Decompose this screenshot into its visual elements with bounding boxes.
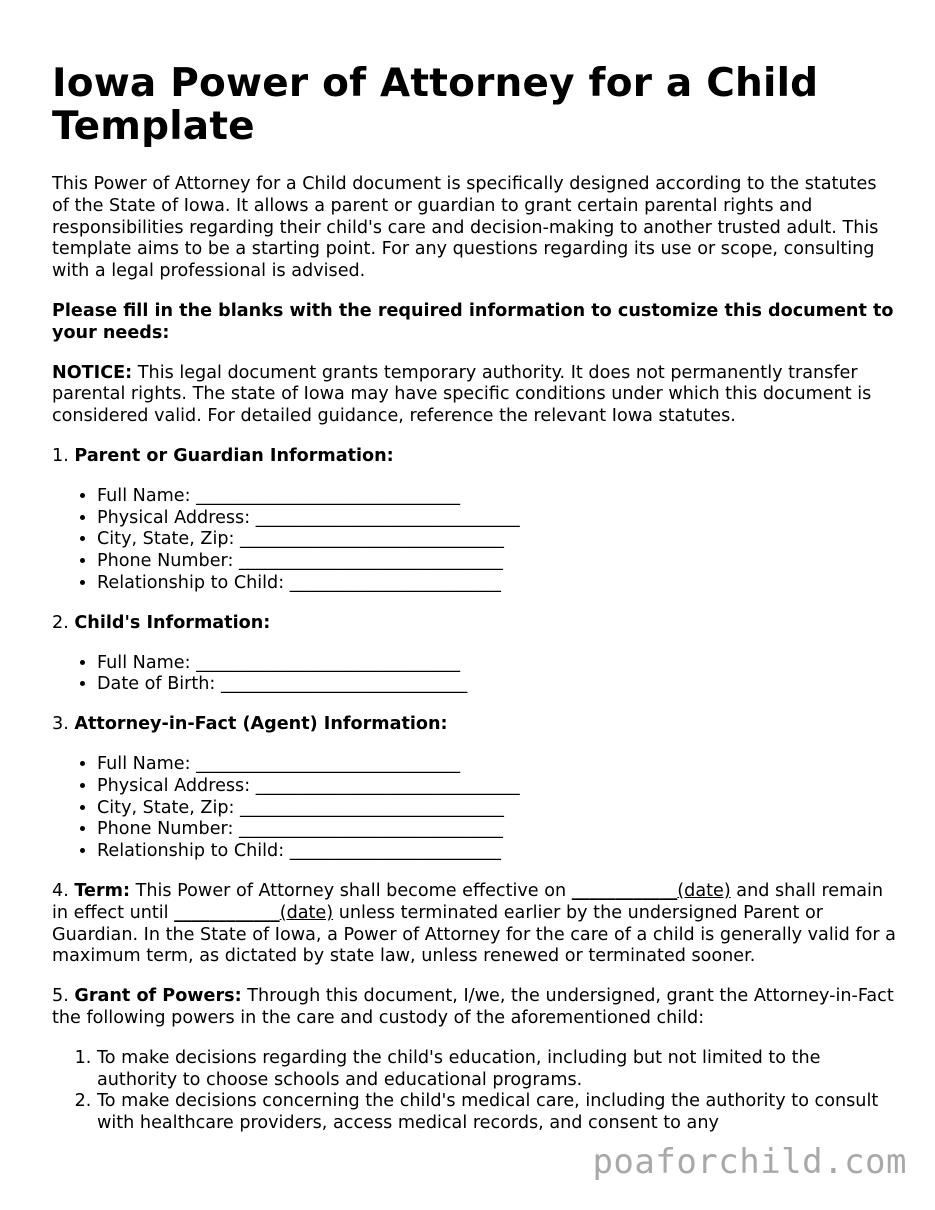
notice-label: NOTICE:: [52, 362, 133, 383]
powers-paragraph: [52, 986, 897, 1030]
document-title: Iowa Power of Attorney for a Child Template: [52, 61, 819, 149]
parent-relationship-field[interactable]: • Relationship to Child: ________________________: [97, 573, 897, 595]
section-title: Parent or Guardian Information:: [74, 445, 394, 466]
term-heading: Term:: [74, 880, 131, 901]
parent-fields-list: [52, 486, 897, 595]
child-full-name-field[interactable]: • Full Name: ______________________________: [97, 653, 897, 675]
powers-text: Through this document, I/we, the undersigned, grant the Attorney-in-Fact the following powers in the care and custody of the aforementioned child:: [52, 986, 894, 1028]
section-agent-heading: [52, 714, 897, 736]
section-number: 4.: [52, 880, 75, 901]
term-text-1: This Power of Attorney shall become effective on: [130, 880, 572, 901]
instruction-paragraph: Please fill in the blanks with the required information to customize this document to your needs:: [52, 300, 894, 343]
section-number: 1.: [52, 445, 75, 466]
child-fields-list: [52, 653, 897, 697]
end-date-hint: (date): [279, 902, 334, 923]
document-page: [52, 62, 897, 1153]
section-parent-heading: [52, 446, 897, 468]
agent-city-state-zip-field[interactable]: • City, State, Zip: ______________________________: [97, 798, 897, 820]
notice-text: This legal document grants temporary authority. It does not permanently transfer parental rights. The state of Iowa may have specific conditions under which this document is considered valid. For detailed guidance, reference the relevant Iowa statutes.: [52, 362, 872, 427]
site-watermark: poaforchild.com: [592, 1142, 907, 1182]
agent-phone-field[interactable]: • Phone Number: ______________________________: [97, 819, 897, 841]
section-number: 2.: [52, 612, 75, 633]
section-number: 5.: [52, 986, 75, 1007]
section-title: Child's Information:: [74, 612, 271, 633]
term-text-2: and shall remain in effect until: [52, 880, 884, 923]
parent-city-state-zip-field[interactable]: • City, State, Zip: ______________________________: [97, 529, 897, 551]
power-item-education: 1. To make decisions regarding the child's education, including but not limited to the authority to choose schools and educational programs.: [97, 1048, 897, 1092]
agent-full-name-field[interactable]: • Full Name: ______________________________: [97, 754, 897, 776]
section-number: 3.: [52, 714, 75, 735]
powers-list: [52, 1048, 897, 1135]
term-text-3: unless terminated earlier by the undersigned Parent or Guardian. In the State of Iowa, a Power of Attorney for the care of a child is generally valid for a maximum term, as dictated by state law, unless renewed or terminated sooner.: [52, 902, 896, 967]
agent-fields-list: [52, 754, 897, 863]
intro-paragraph: This Power of Attorney for a Child document is specifically designed according to the statutes of the State of Iowa. It allows a parent or guardian to grant certain parental rights and responsibilities regarding their child's care and decision-making to another trusted adult. This template aims to be a starting point. For any questions regarding its use or scope, consulting with a legal professional is advised.: [52, 174, 879, 282]
start-date-hint: (date): [677, 880, 731, 901]
child-dob-field[interactable]: • Date of Birth: ____________________________: [97, 674, 897, 696]
section-title: Attorney-in-Fact (Agent) Information:: [74, 714, 448, 735]
parent-address-field[interactable]: • Physical Address: ______________________________: [97, 508, 897, 530]
agent-address-field[interactable]: • Physical Address: ______________________________: [97, 776, 897, 798]
start-date-blank[interactable]: ____________: [571, 880, 678, 901]
agent-relationship-field[interactable]: • Relationship to Child: ________________________: [97, 841, 897, 863]
parent-full-name-field[interactable]: • Full Name: ______________________________: [97, 486, 897, 508]
end-date-blank[interactable]: ____________: [174, 902, 280, 923]
power-item-medical: 2. To make decisions concerning the child's medical care, including the authority to consult with healthcare providers, access medical records, and consent to any: [97, 1091, 897, 1135]
notice-paragraph: [52, 363, 897, 428]
term-paragraph: [52, 881, 897, 968]
parent-phone-field[interactable]: • Phone Number: ______________________________: [97, 551, 897, 573]
powers-heading: Grant of Powers:: [74, 986, 242, 1007]
section-child-heading: [52, 613, 897, 635]
